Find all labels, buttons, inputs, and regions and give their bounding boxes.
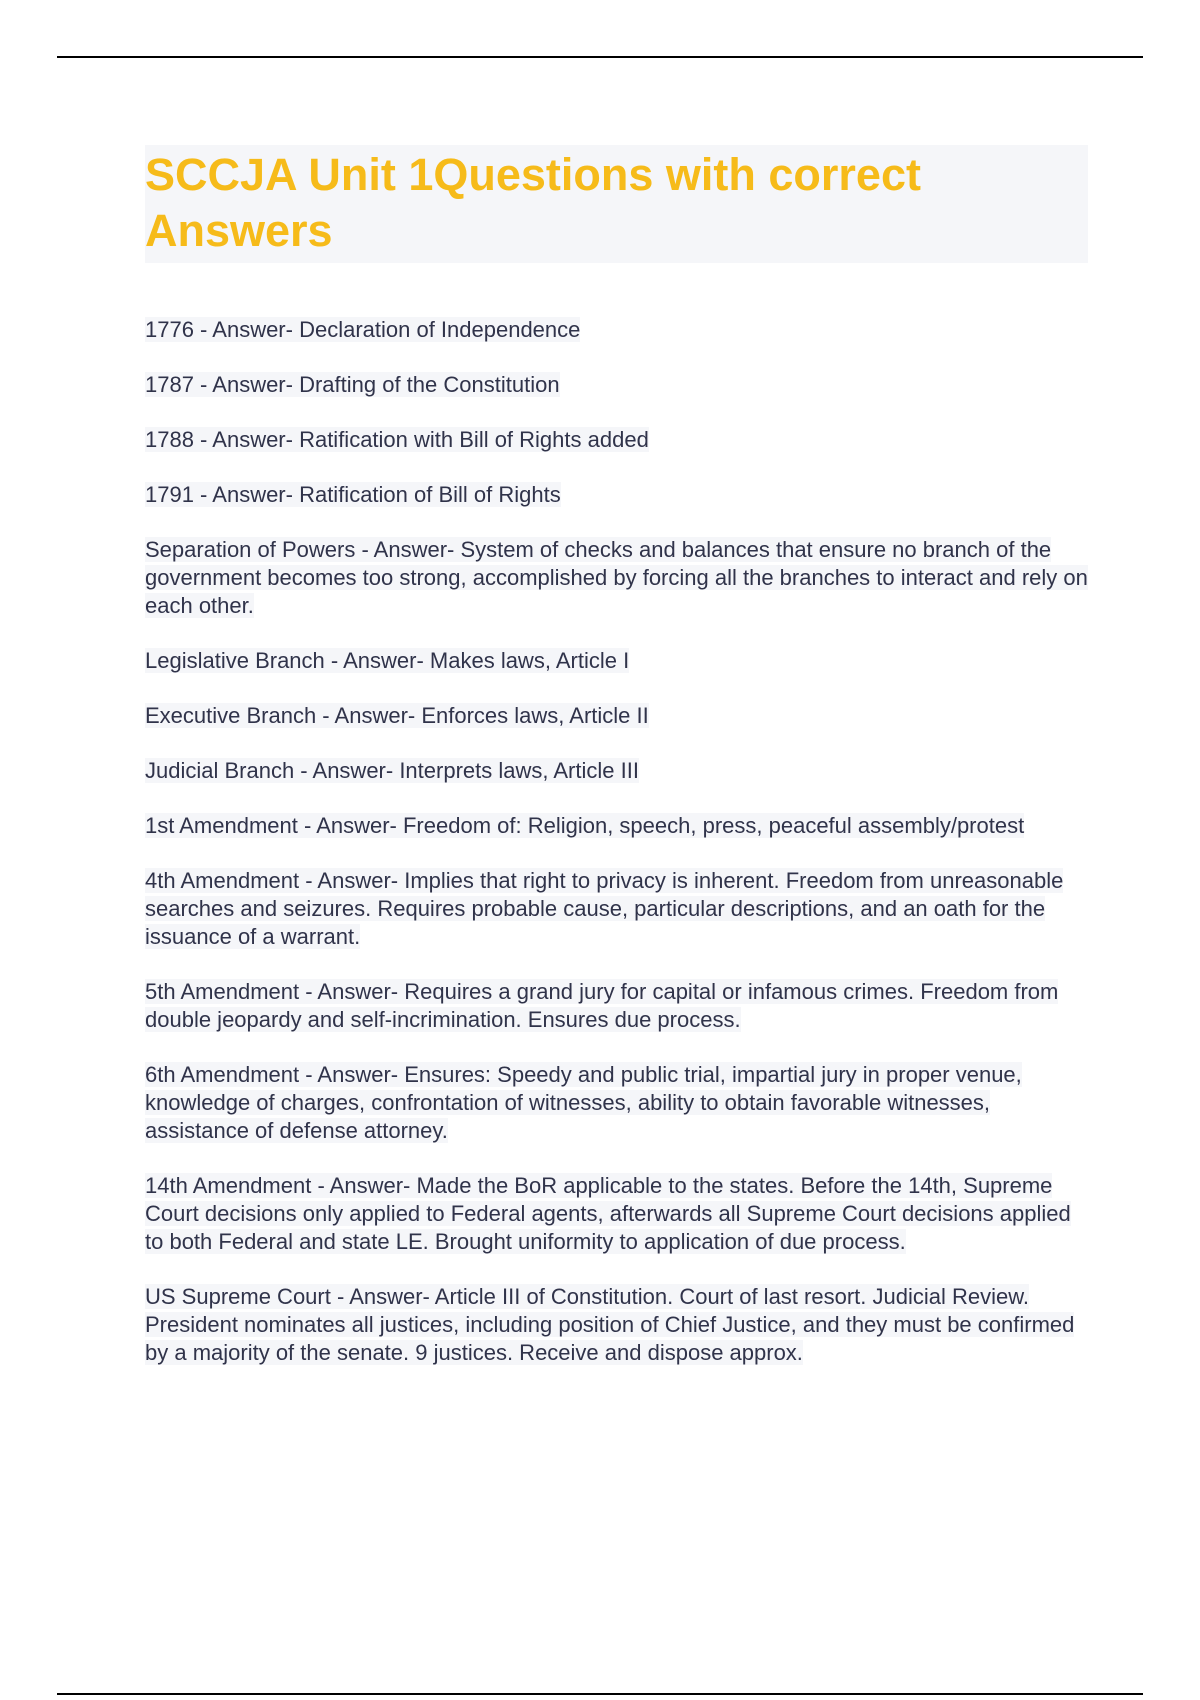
title-block bbox=[145, 145, 1088, 263]
qa-item-5th-amendment bbox=[145, 978, 1090, 1034]
qa-item-1788 bbox=[145, 426, 1090, 454]
qa-text: 4th Amendment - Answer- Implies that right to privacy is inherent. Freedom from unreasonable searches and seizures. Requires probable cause, particular descriptions, and an oath for the issuance of a warrant. bbox=[145, 868, 1064, 949]
qa-text: Legislative Branch - Answer- Makes laws, Article I bbox=[145, 648, 630, 673]
qa-text: 1776 - Answer- Declaration of Independence bbox=[145, 317, 581, 342]
qa-text: 5th Amendment - Answer- Requires a grand jury for capital or infamous crimes. Freedom from double jeopardy and self-incrimination. Ensures due process. bbox=[145, 979, 1059, 1032]
qa-item-1791 bbox=[145, 481, 1090, 509]
document-title: SCCJA Unit 1Questions with correct Answers bbox=[145, 149, 921, 256]
document-body bbox=[145, 145, 1090, 1394]
qa-text: Judicial Branch - Answer- Interprets laws, Article III bbox=[145, 758, 639, 783]
qa-text: Executive Branch - Answer- Enforces laws, Article II bbox=[145, 703, 649, 728]
qa-text: US Supreme Court - Answer- Article III of Constitution. Court of last resort. Judicial Review. President nominates all justices, including position of Chief Justice, and they must be confirmed by a majority of the senate. 9 justices. Receive and dispose approx. bbox=[145, 1284, 1075, 1365]
qa-item-14th-amendment bbox=[145, 1172, 1090, 1256]
qa-item-us-supreme-court bbox=[145, 1283, 1090, 1367]
qa-item-1776 bbox=[145, 316, 1090, 344]
qa-item-separation-of-powers bbox=[145, 536, 1090, 620]
qa-item-judicial-branch bbox=[145, 757, 1090, 785]
qa-list bbox=[145, 316, 1090, 1367]
top-rule bbox=[57, 56, 1143, 58]
qa-item-6th-amendment bbox=[145, 1061, 1090, 1145]
qa-text: 1788 - Answer- Ratification with Bill of Rights added bbox=[145, 427, 649, 452]
qa-text: 1787 - Answer- Drafting of the Constitution bbox=[145, 372, 560, 397]
qa-item-1787 bbox=[145, 371, 1090, 399]
qa-text: 1791 - Answer- Ratification of Bill of Rights bbox=[145, 482, 561, 507]
qa-item-4th-amendment bbox=[145, 867, 1090, 951]
qa-text: Separation of Powers - Answer- System of checks and balances that ensure no branch of the government becomes too strong, accomplished by forcing all the branches to interact and rely on each other. bbox=[145, 537, 1088, 618]
qa-text: 6th Amendment - Answer- Ensures: Speedy and public trial, impartial jury in proper venue, knowledge of charges, confrontation of witnesses, ability to obtain favorable witnesses, assistance of defense attorney. bbox=[145, 1062, 1022, 1143]
qa-item-executive-branch bbox=[145, 702, 1090, 730]
bottom-rule bbox=[57, 1693, 1143, 1695]
qa-text: 1st Amendment - Answer- Freedom of: Religion, speech, press, peaceful assembly/protest bbox=[145, 813, 1025, 838]
qa-item-1st-amendment bbox=[145, 812, 1090, 840]
qa-item-legislative-branch bbox=[145, 647, 1090, 675]
qa-text: 14th Amendment - Answer- Made the BoR applicable to the states. Before the 14th, Supreme Court decisions only applied to Federal agents, afterwards all Supreme Court decisions applied to both Federal and state LE. Brought uniformity to application of due process. bbox=[145, 1173, 1071, 1254]
